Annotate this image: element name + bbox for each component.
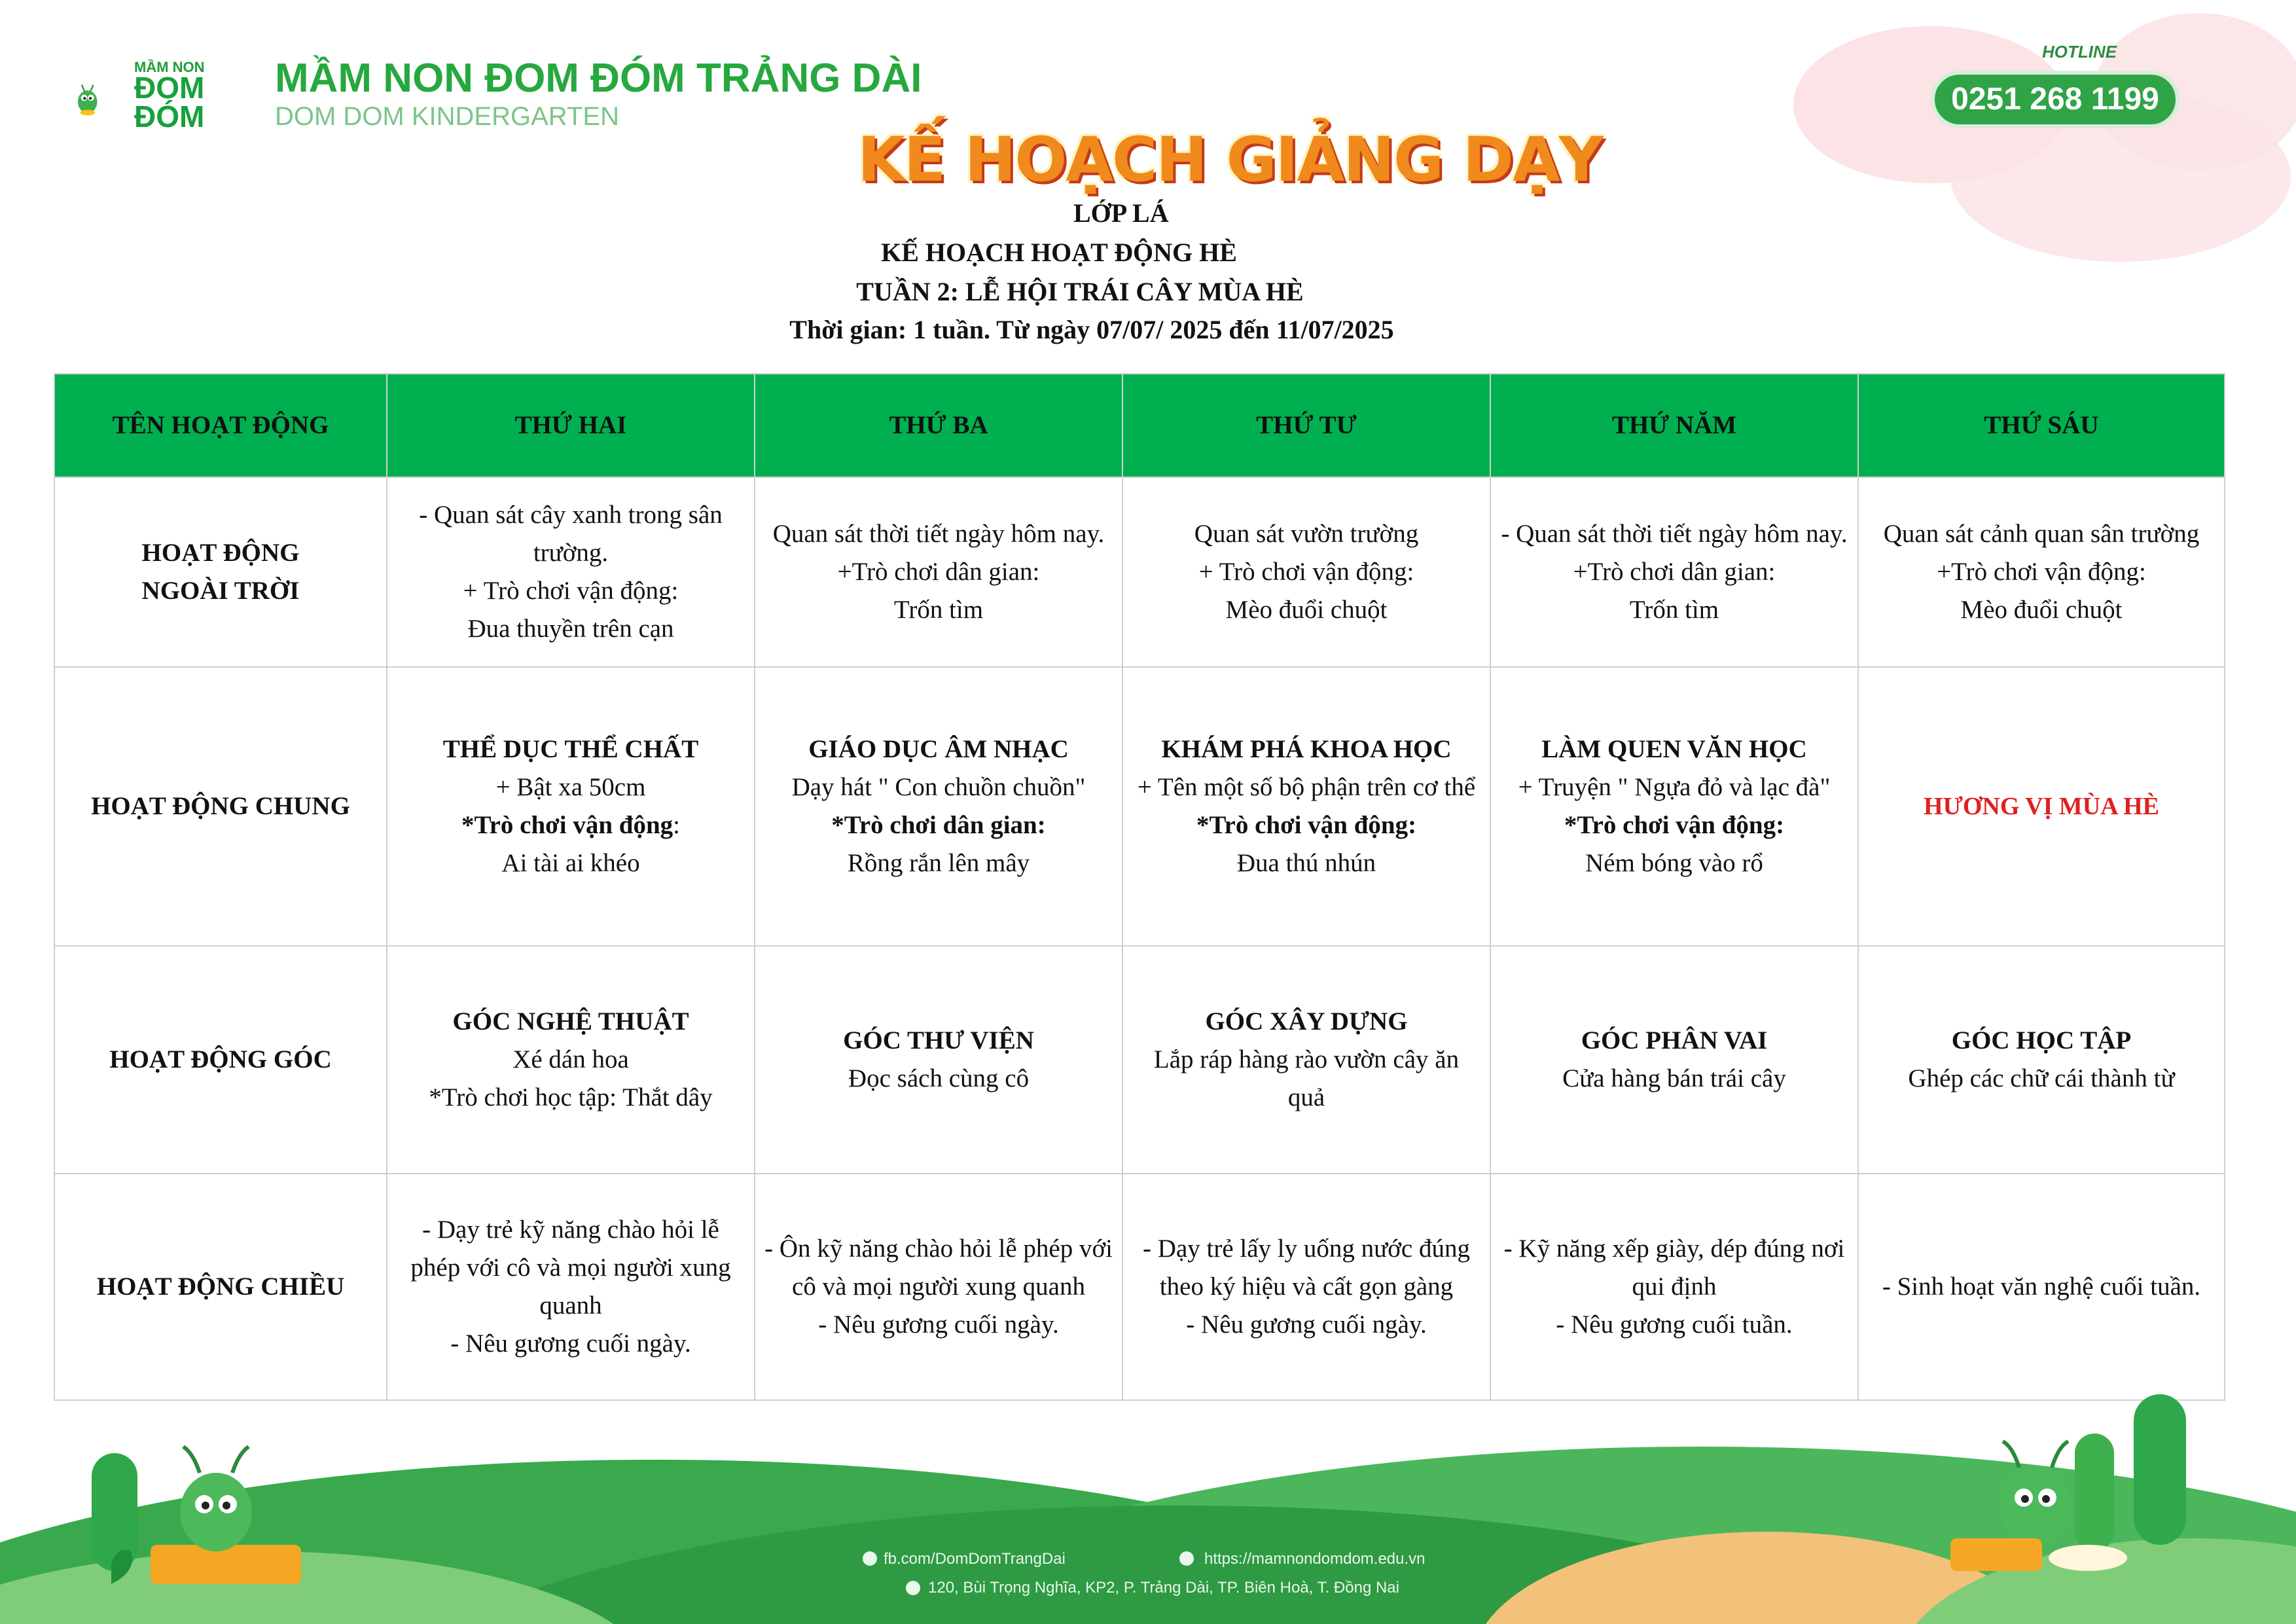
column-header: THỨ BA (755, 374, 1122, 477)
day-cell (387, 1174, 755, 1400)
activity-text: KHÁM PHÁ KHOA HỌC (1161, 735, 1452, 763)
class-name: LỚP LÁ (1073, 198, 1169, 228)
time-range (0, 314, 2296, 345)
lesson-plan-table (54, 373, 2225, 1401)
activity-title (1868, 1022, 2215, 1060)
activity-text: Xé dán hoa (512, 1045, 629, 1074)
activity-text: Quan sát vườn trường (1194, 520, 1419, 548)
activity-text: GÓC XÂY DỰNG (1205, 1007, 1408, 1036)
plan-title: KẾ HOẠCH GIẢNG DẠY (857, 124, 1602, 196)
activity-text: Đua thuyền trên cạn (467, 615, 674, 643)
firefly-mascot-icon (65, 1427, 327, 1597)
day-cell (387, 667, 755, 946)
table-row (54, 1174, 2225, 1400)
activity-name-cell (54, 1174, 387, 1400)
activity-text: - Nêu gương cuối ngày. (450, 1329, 691, 1358)
activity-name-cell (54, 667, 387, 946)
day-cell (755, 946, 1122, 1174)
activity-line (1132, 1306, 1480, 1344)
week-title-text: TUẦN 2: LỄ HỘI TRÁI CÂY MÙA HÈ (856, 277, 1304, 306)
activity-text: *Trò chơi dân gian: (831, 811, 1046, 839)
day-cell (1122, 667, 1490, 946)
day-cell (387, 946, 755, 1174)
activity-text: Mèo đuổi chuột (1960, 596, 2123, 624)
day-cell (1490, 946, 1858, 1174)
activity-suffix: : (673, 811, 681, 839)
firefly-mascot-icon (73, 60, 139, 139)
activity-name-line: HOẠT ĐỘNG GÓC (109, 1045, 332, 1074)
activity-text: Mèo đuổi chuột (1225, 596, 1388, 624)
plan-name (0, 237, 2296, 268)
day-cell (755, 477, 1122, 667)
activity-text: - Quan sát cây xanh trong sân trường. (419, 501, 723, 567)
footer-facebook[interactable]: fb.com/DomDomTrangDai (884, 1550, 1066, 1568)
activity-line (1868, 1060, 2215, 1098)
hotline-label: HOTLINE (2042, 42, 2117, 62)
activity-name-line: HOẠT ĐỘNG (141, 539, 300, 567)
activity-text: HƯƠNG VỊ MÙA HÈ (1924, 793, 2159, 820)
activity-text: Đọc sách cùng cô (848, 1064, 1030, 1092)
activity-title (1500, 806, 1848, 844)
day-cell (1490, 1174, 1858, 1400)
activity-text: + Tên một số bộ phận trên cơ thể (1137, 773, 1476, 801)
activity-line (1500, 768, 1848, 806)
activity-text: - Nêu gương cuối ngày. (1186, 1310, 1427, 1339)
day-cell (387, 477, 755, 667)
activity-line (397, 1211, 745, 1325)
school-subtitle: DOM DOM KINDERGARTEN (275, 102, 619, 131)
activity-text: - Nêu gương cuối tuần. (1556, 1310, 1793, 1339)
activity-line (397, 1041, 745, 1079)
activity-text: GÓC THƯ VIỆN (843, 1026, 1034, 1055)
activity-line (1500, 1306, 1848, 1344)
activity-text: - Dạy trẻ kỹ năng chào hỏi lễ phép với cô và mọi người xung quanh (410, 1216, 731, 1320)
activity-text: Quan sát thời tiết ngày hôm nay. (772, 520, 1105, 548)
activity-line (397, 844, 745, 882)
activity-line (397, 1325, 745, 1363)
activity-line (764, 591, 1113, 629)
activity-name-line: HOẠT ĐỘNG CHUNG (91, 792, 350, 820)
column-header: THỨ TƯ (1122, 374, 1490, 477)
activity-line (397, 610, 745, 648)
activity-title (397, 1003, 745, 1041)
activity-line (1500, 591, 1848, 629)
activity-line (1500, 1230, 1848, 1306)
activity-line (1132, 1230, 1480, 1306)
activity-text: Lắp ráp hàng rào vườn cây ăn quả (1153, 1045, 1460, 1111)
activity-line (1868, 553, 2215, 591)
activity-text: Ai tài ai khéo (501, 849, 640, 877)
activity-text: - Kỹ năng xếp giày, dép đúng nơi qui định (1503, 1235, 1845, 1301)
facebook-icon (863, 1551, 877, 1566)
logo-wordmark (134, 71, 205, 134)
activity-text: *Trò chơi vận động (461, 811, 673, 839)
activity-line (764, 553, 1113, 591)
activity-text: Ghép các chữ cái thành từ (1908, 1064, 2175, 1092)
activity-text: + Truyện " Ngựa đỏ và lạc đà" (1518, 773, 1831, 801)
activity-text: + Trò chơi vận động: (1198, 558, 1414, 586)
activity-line (1132, 591, 1480, 629)
activity-line (1500, 553, 1848, 591)
activity-text: + Trò chơi vận động: (463, 577, 679, 605)
activity-line (1868, 1268, 2215, 1306)
day-cell (755, 667, 1122, 946)
activity-text: Quan sát cảnh quan sân trường (1883, 520, 2200, 548)
activity-line (1500, 1060, 1848, 1098)
activity-name-cell (54, 477, 387, 667)
table-header-row (54, 374, 2225, 477)
activity-text: +Trò chơi vận động: (1937, 558, 2146, 586)
activity-title (1500, 1022, 1848, 1060)
activity-text: +Trò chơi dân gian: (1573, 558, 1776, 586)
activity-text: *Trò chơi vận động: (1564, 811, 1785, 839)
activity-text: Trốn tìm (1629, 596, 1719, 624)
day-cell (1490, 667, 1858, 946)
footer-address: 120, Bùi Trọng Nghĩa, KP2, P. Trảng Dài, TP. Biên Hoà, T. Đồng Nai (928, 1579, 1399, 1597)
activity-title (397, 806, 745, 844)
globe-icon (1179, 1551, 1194, 1566)
table-row (54, 667, 2225, 946)
day-cell (1122, 477, 1490, 667)
activity-text: GIÁO DỤC ÂM NHẠC (808, 735, 1069, 763)
activity-line (397, 1079, 745, 1117)
day-cell (1858, 946, 2225, 1174)
activity-text: Trốn tìm (893, 596, 984, 624)
activity-text: - Dạy trẻ lấy ly uống nước đúng theo ký hiệu và cất gọn gàng (1143, 1235, 1470, 1301)
activity-line (1500, 844, 1848, 882)
column-header: THỨ NĂM (1490, 374, 1858, 477)
activity-title (1132, 806, 1480, 844)
activity-title (764, 806, 1113, 844)
school-name: MẦM NON ĐOM ĐÓM TRẢNG DÀI (275, 56, 922, 101)
column-header: THỨ SÁU (1858, 374, 2225, 477)
activity-text: GÓC HỌC TẬP (1951, 1026, 2132, 1055)
activity-text: *Trò chơi vận động: (1196, 811, 1417, 839)
activity-line (764, 844, 1113, 882)
activity-title (764, 731, 1113, 768)
activity-text: - Sinh hoạt văn nghệ cuối tuần. (1882, 1272, 2201, 1301)
activity-text: Đua thú nhún (1236, 849, 1376, 877)
activity-title (764, 1022, 1113, 1060)
day-cell (1858, 667, 2225, 946)
activity-text: *Trò chơi học tập: Thắt dây (429, 1083, 713, 1111)
activity-name-line: NGOÀI TRỜI (141, 577, 300, 605)
activity-line (1132, 553, 1480, 591)
plan-name-text: KẾ HOẠCH HOẠT ĐỘNG HÈ (881, 238, 1237, 267)
hotline-number[interactable]: 0251 268 1199 (1931, 71, 2179, 128)
activity-text: Dạy hát " Con chuồn chuồn" (791, 773, 1086, 801)
activity-line (764, 768, 1113, 806)
week-title (0, 276, 2296, 307)
activity-line (1868, 591, 2215, 629)
activity-line (764, 1230, 1113, 1306)
activity-text: Ném bóng vào rổ (1585, 849, 1763, 877)
activity-title (1132, 731, 1480, 768)
activity-text: THỂ DỤC THỂ CHẤT (442, 735, 699, 763)
logo-line-1: ĐOM (134, 71, 205, 105)
activity-line (1132, 1041, 1480, 1117)
day-cell (1122, 946, 1490, 1174)
activity-line (1132, 844, 1480, 882)
activity-line (397, 768, 745, 806)
column-header: THỨ HAI (387, 374, 755, 477)
table-row (54, 477, 2225, 667)
firefly-mascot-icon (1937, 1381, 2212, 1578)
table-row (54, 946, 2225, 1174)
activity-name-line: HOẠT ĐỘNG CHIỀU (96, 1272, 345, 1301)
day-cell (1122, 1174, 1490, 1400)
activity-line (1132, 515, 1480, 553)
activity-title (397, 731, 745, 768)
activity-name-cell (54, 946, 387, 1174)
activity-text: Cửa hàng bán trái cây (1562, 1064, 1786, 1092)
activity-title (1500, 731, 1848, 768)
day-cell (1858, 1174, 2225, 1400)
activity-line (764, 1306, 1113, 1344)
activity-text: GÓC PHÂN VAI (1581, 1026, 1768, 1055)
activity-text: - Nêu gương cuối ngày. (818, 1310, 1059, 1339)
activity-text: +Trò chơi dân gian: (837, 558, 1040, 586)
activity-text: GÓC NGHỆ THUẬT (452, 1007, 689, 1036)
activity-text: Rồng rắn lên mây (847, 849, 1030, 877)
activity-text: - Quan sát thời tiết ngày hôm nay. (1501, 520, 1848, 548)
activity-line (1132, 768, 1480, 806)
logo-line-2: ĐÓM (134, 99, 205, 134)
activity-line (764, 1060, 1113, 1098)
day-cell (755, 1174, 1122, 1400)
activity-title (1132, 1003, 1480, 1041)
column-header: TÊN HOẠT ĐỘNG (54, 374, 387, 477)
logo-tagline: MẦM NON (134, 59, 205, 75)
activity-text: + Bật xa 50cm (495, 773, 646, 801)
location-pin-icon (906, 1581, 920, 1595)
activity-text: - Ôn kỹ năng chào hỏi lễ phép với cô và mọi người xung quanh (764, 1235, 1113, 1301)
day-cell (1858, 477, 2225, 667)
highlight-title (1868, 787, 2215, 825)
footer-website[interactable]: https://mamnondomdom.edu.vn (1204, 1550, 1426, 1568)
activity-text: LÀM QUEN VĂN HỌC (1541, 735, 1807, 763)
activity-line (397, 572, 745, 610)
activity-line (397, 496, 745, 572)
activity-line (1868, 515, 2215, 553)
activity-line (1500, 515, 1848, 553)
time-range-text: Thời gian: 1 tuần. Từ ngày 07/07/ 2025 đến 11/07/2025 (789, 315, 1394, 344)
day-cell (1490, 477, 1858, 667)
activity-line (764, 515, 1113, 553)
